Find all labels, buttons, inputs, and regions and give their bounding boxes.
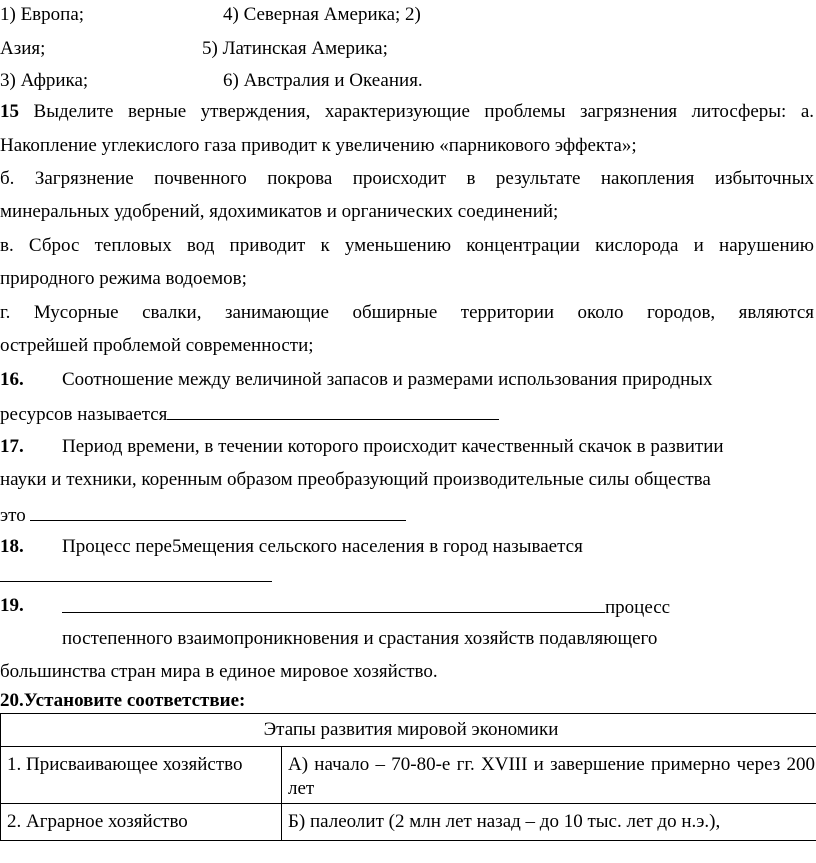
q15-line1	[0, 100, 814, 124]
q19-number	[0, 594, 24, 618]
region-europe: 1) Европа;	[0, 4, 85, 25]
q15-number: 15	[0, 101, 19, 122]
q15-option-g-line1: г. Мусорные свалки, занимающие обширные территории около городов, являются	[0, 302, 814, 323]
q17-answer-blank[interactable]	[30, 502, 406, 521]
table-header: Этапы развития мировой экономики	[1, 714, 816, 747]
table-cell-stage: 1. Присваивающее хозяйство	[1, 747, 282, 804]
q15-line2: Накопление углекислого газа приводит к увеличению «парникового эффекта»;	[0, 135, 637, 156]
region-asia: Азия;	[0, 38, 46, 59]
region-africa: 3) Африка;	[0, 70, 89, 91]
q18-number	[0, 535, 24, 559]
q19-line3: большинства стран мира в единое мировое хозяйство.	[0, 661, 438, 682]
q19-line2: постепенного взаимопроникновения и срастания хозяйств подавляющего	[62, 628, 658, 649]
table-header-row	[1, 714, 816, 747]
q18-answer-blank[interactable]	[0, 563, 272, 582]
q19-answer-blank[interactable]	[62, 594, 605, 613]
q19-num: 19.	[0, 595, 24, 616]
q15-option-b-line2: минеральных удобрений, ядохимикатов и органических соединений;	[0, 201, 559, 222]
q16-line2	[0, 401, 499, 427]
table-cell-period: А) начало – 70-80-е гг. XVIII и завершение примерно через 200 лет	[282, 747, 816, 804]
q15-text: Выделите верные утверждения, характеризующие проблемы загрязнения литосферы: а.	[33, 101, 815, 122]
q18-line1: Процесс пере5мещения сельского населения в город называется	[62, 536, 583, 557]
q17-line1: Период времени, в течении которого происходит качественный скачок в развитии	[62, 436, 724, 457]
q17-line2: науки и техники, коренным образом преобразующий производительные силы общества	[0, 469, 711, 490]
q16-line1: Соотношение между величиной запасов и размерами использования природных	[62, 369, 713, 390]
matching-table	[0, 713, 816, 841]
table-row	[1, 747, 816, 804]
q18-num: 18.	[0, 536, 24, 557]
q17-number	[0, 435, 24, 459]
q16-text: ресурсов называется	[0, 404, 168, 425]
table-row	[1, 804, 816, 841]
q15-option-g-line2: острейшей проблемой современности;	[0, 335, 314, 356]
table-cell-period: Б) палеолит (2 млн лет назад – до 10 тыс. лет до н.э.),	[282, 804, 816, 841]
q17-line3	[0, 502, 406, 528]
q19-line1	[62, 594, 670, 620]
q19-tail-text: процесс	[605, 597, 671, 618]
q15-option-v-line2: природного режима водоемов;	[0, 268, 247, 289]
q20-title: 20.Установите соответствие:	[0, 690, 246, 711]
table-cell-stage: 2. Аграрное хозяйство	[1, 804, 282, 841]
region-latin-america: 5) Латинская Америка;	[202, 38, 388, 59]
q16-answer-blank[interactable]	[167, 401, 499, 420]
q17-num: 17.	[0, 436, 24, 457]
q17-text: это	[0, 505, 26, 526]
q16-num: 16.	[0, 369, 24, 390]
q16-number	[0, 368, 24, 392]
q18-answer-line	[0, 563, 272, 589]
q15-option-b-line1: б. Загрязнение почвенного покрова происходит в результате накопления избыточных	[0, 168, 814, 189]
region-australia: 6) Австралия и Океания.	[223, 70, 423, 91]
region-north-america: 4) Северная Америка; 2)	[223, 4, 421, 25]
q15-option-v-line1: в. Сброс тепловых вод приводит к уменьшению концентрации кислорода и нарушению	[0, 235, 814, 256]
